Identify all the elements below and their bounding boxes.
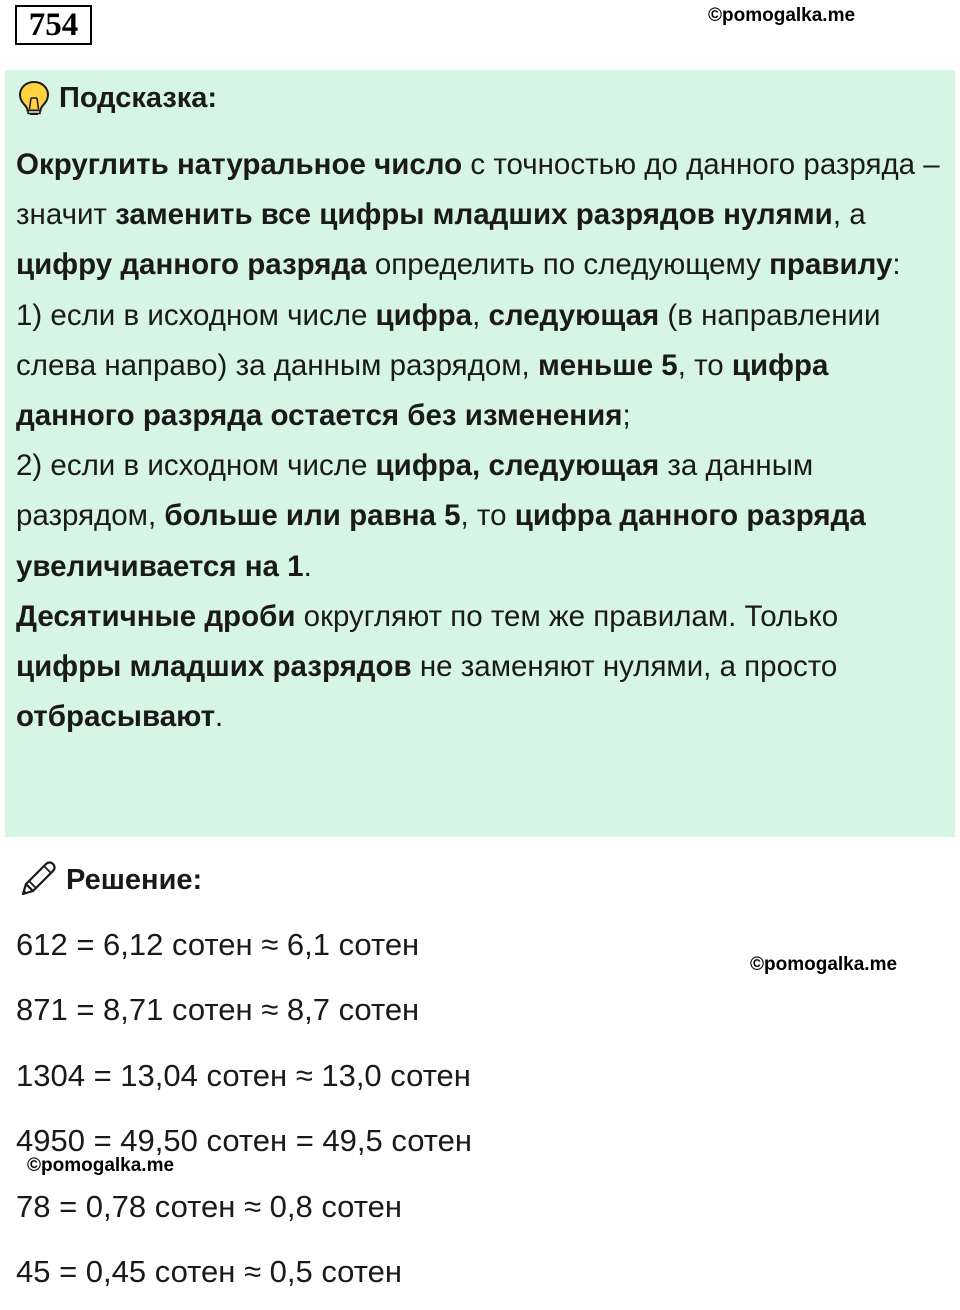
solution-line: 1304 = 13,04 сотен ≈ 13,0 сотен <box>16 1057 471 1093</box>
hint-text-segment: . <box>215 700 224 734</box>
hint-header <box>17 80 217 116</box>
hint-bold-text: цифру данного разряда <box>16 248 367 282</box>
hint-paragraph <box>16 592 941 743</box>
watermark: ©pomogalka.me <box>27 1155 175 1176</box>
hint-bold-text: больше или равна 5 <box>164 499 461 533</box>
hint-bold-text: меньше 5 <box>537 348 678 382</box>
hint-text-segment: , а <box>832 198 866 232</box>
solution-line: 45 = 0,45 сотен ≈ 0,5 сотен <box>16 1253 402 1289</box>
hint-text-segment: , то <box>677 348 732 382</box>
solution-line: 78 = 0,78 сотен ≈ 0,8 сотен <box>16 1188 402 1224</box>
hint-paragraph <box>16 291 941 442</box>
solution-header <box>18 860 202 900</box>
hint-text-segment: за данным разрядом, <box>16 449 814 533</box>
hint-bold-text: заменить все цифры младших разрядов нулями <box>115 198 833 232</box>
hint-bold-text: цифра данного разряда увеличивается на 1 <box>16 499 866 583</box>
lightbulb-icon <box>17 80 51 116</box>
task-number: 754 <box>15 5 92 45</box>
watermark: ©pomogalka.me <box>750 954 898 975</box>
solution-line: 612 = 6,12 сотен ≈ 6,1 сотен <box>16 927 420 962</box>
hint-bold-text: цифра, следующая <box>375 449 660 483</box>
hint-bold-text: Десятичные дроби <box>16 599 296 633</box>
hint-text-segment: , <box>472 298 489 332</box>
solution-title: Решение: <box>66 863 203 896</box>
hint-text-segment: определить по следующему <box>366 248 770 282</box>
solution-line: 4950 = 49,50 сотен = 49,5 сотен <box>16 1123 472 1159</box>
hint-bold-text: цифры младших разрядов <box>16 650 412 684</box>
solution-lines <box>16 918 716 1310</box>
hint-text-segment: (в направлении слева направо) за данным разрядом, <box>16 298 881 382</box>
hint-text-segment: не заменяют нулями, а просто <box>411 650 838 684</box>
hint-paragraph <box>16 140 941 291</box>
hint-text-segment: , то <box>460 499 515 533</box>
hint-text-segment: ; <box>622 399 631 433</box>
hint-bold-text: цифра данного разряда остается без изменения <box>16 348 829 433</box>
watermark: ©pomogalka.me <box>708 5 856 26</box>
hint-text-segment: округляют по тем же правилам. Только <box>295 599 839 633</box>
hint-text-segment: 1) если в исходном числе <box>16 298 376 332</box>
hint-paragraph <box>16 441 941 592</box>
solution-line: 871 = 8,71 сотен ≈ 8,7 сотен <box>16 992 420 1028</box>
hint-text-segment: . <box>303 549 312 583</box>
hint-bold-text: правилу <box>769 248 893 282</box>
hint-bold-text: следующая <box>488 298 660 332</box>
hint-text-segment: : <box>892 248 901 282</box>
hint-text-segment: 2) если в исходном числе <box>16 449 376 483</box>
hint-text-segment: с точностью до данного разряда – значит <box>16 148 940 232</box>
hint-text <box>16 140 941 742</box>
pencil-icon <box>18 858 58 903</box>
hint-bold-text: цифра <box>375 298 473 332</box>
hint-bold-text: Округлить натуральное число <box>16 148 463 181</box>
hint-bold-text: отбрасывают <box>16 700 216 734</box>
hint-title: Подсказка: <box>59 81 218 114</box>
